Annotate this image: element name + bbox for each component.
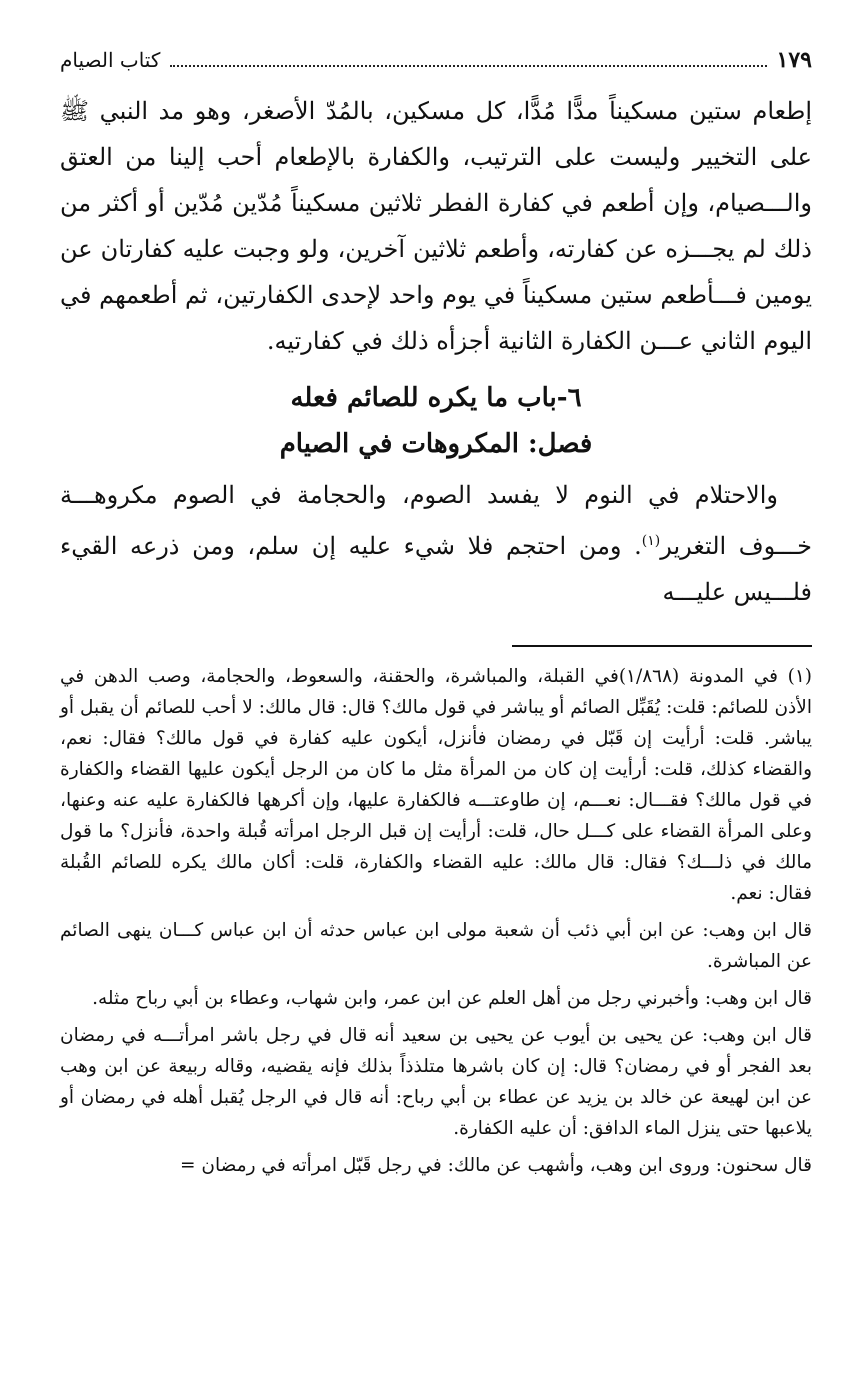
footnote-paragraph: قال سحنون: وروى ابن وهب، وأشهب عن مالك: في رجل قَبّل امرأته في رمضان = <box>180 1155 812 1176</box>
paragraph-2-text-b: . ومن احتجم فلا شيء عليه إن سلم، ومن ذرعه القيء فلـــيس عليـــه <box>60 532 812 606</box>
footnote-paragraph: قال ابن وهب: وأخبرني رجل من أهل العلم عن ابن عمر، وابن شهاب، وعطاء بن أبي رباح مثله. <box>92 988 812 1009</box>
footnote-separator <box>512 645 812 647</box>
book-title: كتاب الصيام <box>60 48 161 72</box>
footnote-paragraph: قال ابن وهب: عن ابن أبي ذئب أن شعبة مولى ابن عباس حدثه أن ابن عباس كـــان ينهى الصائم عن المباشرة. <box>60 920 812 972</box>
footnote-paragraph: قال ابن وهب: عن يحيى بن أيوب عن يحيى بن سعيد أنه قال في رجل باشر امرأتـــه في رمضان بعد الفجر أو في رمضان؟ قال: إن كان باشرها متلذذاً بذلك فإنه يقضيه، وقاله ربيعة عن ابن وهب عن ابن لهيعة عن خالد بن يزيد عن عطاء بن أبي رباح: أنه قال في الرجل يُقبل أهله في رمضان أو يلاعبها حتى ينزل الماء الدافق: أن عليه الكفارة. <box>60 1025 812 1139</box>
paragraph-2 <box>60 472 812 615</box>
document-page <box>60 42 812 1352</box>
paragraph-2-text-a: والاحتلام في النوم لا يفسد الصوم، والحجامة في الصوم مكروهـــة خـــوف التغرير <box>60 481 812 560</box>
chapter-heading: ٦-باب ما يكره للصائم فعله <box>290 383 582 413</box>
page-header <box>60 42 812 78</box>
footnotes <box>60 661 812 1181</box>
header-dotted-leader <box>170 53 766 67</box>
page-number: ١٧٩ <box>776 47 812 73</box>
main-text <box>60 88 812 615</box>
paragraph-1: إطعام ستين مسكيناً مدًّا مُدًّا، كل مسكين، بالمُدّ الأصغر، وهو مد النبي ﷺ على التخيير وليست على الترتيب، والكفارة بالإطعام أحب إلينا من العتق والـــصيام، وإن أطعم في كفارة الفطر ثلاثين مسكيناً مُدّين مُدّين أو أكثر من ذلك لم يجـــزه عن كفارته، وأطعم ثلاثين آخرين، ولو وجبت عليه كفارتان عن يومين فـــأطعم ستين مسكيناً في يوم واحد لإحدى الكفارتين، ثم أطعمهم في اليوم الثاني عـــن الكفارة الثانية أجزأه ذلك في كفارتيه. <box>60 97 812 355</box>
footnote-reference[interactable]: (١) <box>641 533 661 549</box>
footnote-1: (١) في المدونة (١/٨٦٨)في القبلة، والمباشرة، والحقنة، والسعوط، والحجامة، وصب الدهن في الأذن للصائم: قلت: يُقَبِّل الصائم أو يباشر في قول مالك؟ قال: قال مالك: لا أحب للصائم أن يقبل أو يباشر. قلت: أرأيت إن قَبّل في رمضان فأنزل، أيكون عليه كفارة في قول مالك؟ فقال: نعم، والقضاء كذلك، قلت: أرأيت إن كان من المرأة مثل ما كان من الرجل أيكون عليها القضاء والكفارة في قول مالك؟ فقـــال: نعـــم، إن طاوعتـــه فالكفارة عليها، وإن أكرهها فالكفارة عليه عنه وعنها، وعلى المرأة القضاء على كـــل حال، قلت: أرأيت إن قبل الرجل امرأته قُبلة واحدة، فأنزل؟ ما قول مالك في ذلـــك؟ فقال: قال مالك: عليه القضاء والكفارة، قلت: أكان مالك يكره للصائم القُبلة فقال: نعم. <box>60 666 812 904</box>
section-heading: فصل: المكروهات في الصيام <box>279 429 593 459</box>
